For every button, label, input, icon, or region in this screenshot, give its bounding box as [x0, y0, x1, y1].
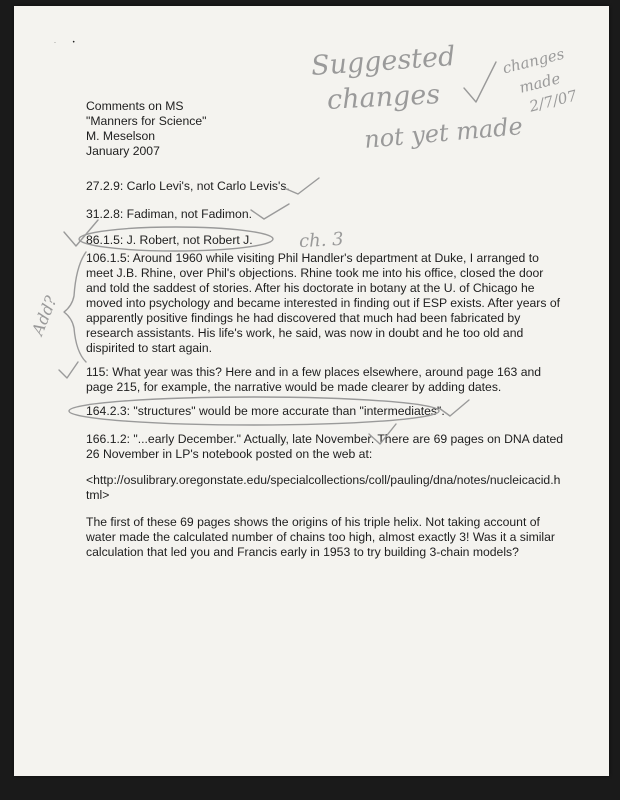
brace-106-1-5: [64, 252, 86, 362]
handwriting-not-yet-made: not yet made: [363, 112, 524, 154]
handwriting-changes-made-2: made: [517, 69, 563, 97]
check-mark-115: [59, 362, 78, 378]
paper-specks: · •: [54, 40, 75, 46]
web-url: <http://osulibrary.oregonstate.edu/specialcollections/coll/pauling/dna/notes/nucleicacid.h tml>: [86, 473, 561, 502]
comment-164-2-3: 164.2.3: "structures" would be more accurate than "intermediates".: [86, 404, 445, 418]
header-line-3: M. Meselson: [86, 129, 156, 143]
handwriting-changes-made-3: 2/7/07: [527, 86, 579, 116]
comment-triple-helix: The first of these 69 pages shows the origins of his triple helix. Not taking account of water made the calculated number of chains too high, almost exactly 3! Was it a similar calculation that led you and Francis early in 1953 to try building 3-chain models?: [86, 515, 555, 559]
handwriting-suggested: Suggested: [310, 41, 457, 82]
handwriting-changes: changes: [326, 79, 441, 116]
comment-86-1-5: 86.1.5: J. Robert, not Robert J.: [86, 233, 253, 247]
header-line-4: January 2007: [86, 144, 160, 158]
header-line-2: "Manners for Science": [86, 114, 207, 128]
document-page: [14, 6, 609, 776]
handwriting-changes-made-1: changes: [500, 44, 567, 78]
handwriting-ch3: ch. 3: [298, 228, 345, 253]
comment-106-1-5: 106.1.5: Around 1960 while visiting Phil Handler's department at Duke, I arranged to meet J.B. Rhine, over Phil's objections. Rhine took me into his office, closed the door and told the saddest of stories. After his doctorate in botany at the U. of Chicago he moved into psychology and became interested in finding out if ESP exists. After years of apparently positive findings he had discovered that much had been fabricated by research assistants. His life's work, he said, was now in doubt and he too old and dispirited to start again.: [86, 251, 560, 355]
handwriting-add: Add?: [27, 293, 61, 338]
comment-31-2-8: 31.2.8: Fadiman, not Fadimon.: [86, 207, 252, 221]
comment-115: 115: What year was this? Here and in a few places elsewhere, around page 163 and page 215, for example, the narrative would be made clearer by adding dates.: [86, 365, 542, 394]
check-mark-top: [464, 62, 496, 102]
comment-166-1-2: 166.1.2: "...early December." Actually, late November. There are 69 pages on DNA dated 26 November in LP's notebook posted on the web at:: [86, 432, 564, 461]
header-line-1: Comments on MS: [86, 99, 184, 113]
comment-27-2-9: 27.2.9: Carlo Levi's, not Carlo Levis's.: [86, 179, 290, 193]
